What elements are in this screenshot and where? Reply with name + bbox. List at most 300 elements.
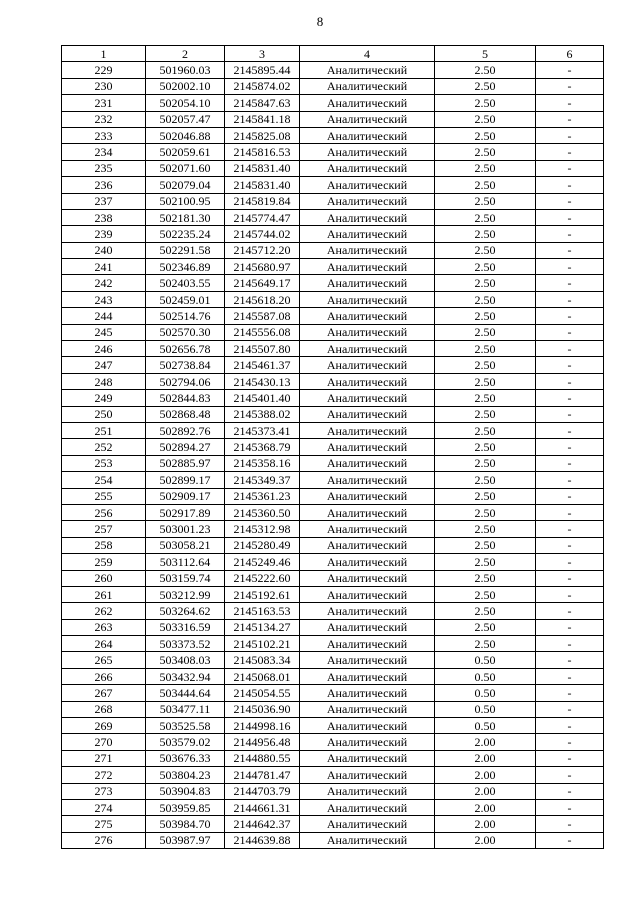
accuracy-cell: 2.50: [435, 226, 536, 242]
notes-cell: -: [536, 636, 604, 652]
accuracy-cell: 2.50: [435, 308, 536, 324]
method-cell: Аналитический: [300, 668, 435, 684]
point-number-cell: 265: [62, 652, 146, 668]
point-number-cell: 264: [62, 636, 146, 652]
accuracy-cell: 2.00: [435, 816, 536, 832]
method-cell: Аналитический: [300, 504, 435, 520]
accuracy-cell: 2.50: [435, 554, 536, 570]
point-number-cell: 242: [62, 275, 146, 291]
table-row: [62, 488, 604, 504]
point-number-cell: 232: [62, 111, 146, 127]
point-number-cell: 229: [62, 62, 146, 78]
accuracy-cell: 2.50: [435, 62, 536, 78]
table-row: [62, 603, 604, 619]
method-cell: Аналитический: [300, 832, 435, 848]
y-coordinate-cell: 2145360.50: [225, 504, 300, 520]
column-header-3: 3: [225, 46, 300, 62]
y-coordinate-cell: 2145280.49: [225, 537, 300, 553]
method-cell: Аналитический: [300, 324, 435, 340]
x-coordinate-cell: 502046.88: [146, 127, 225, 143]
accuracy-cell: 0.50: [435, 701, 536, 717]
point-number-cell: 257: [62, 521, 146, 537]
point-number-cell: 255: [62, 488, 146, 504]
notes-cell: -: [536, 799, 604, 815]
table-row: [62, 439, 604, 455]
y-coordinate-cell: 2145134.27: [225, 619, 300, 635]
accuracy-cell: 2.50: [435, 78, 536, 94]
coordinates-table: [61, 45, 604, 849]
method-cell: Аналитический: [300, 160, 435, 176]
notes-cell: -: [536, 455, 604, 471]
x-coordinate-cell: 503984.70: [146, 816, 225, 832]
notes-cell: -: [536, 586, 604, 602]
notes-cell: -: [536, 209, 604, 225]
notes-cell: -: [536, 357, 604, 373]
y-coordinate-cell: 2145649.17: [225, 275, 300, 291]
table-row: [62, 373, 604, 389]
point-number-cell: 243: [62, 291, 146, 307]
y-coordinate-cell: 2145430.13: [225, 373, 300, 389]
method-cell: Аналитический: [300, 259, 435, 275]
table-row: [62, 750, 604, 766]
notes-cell: -: [536, 177, 604, 193]
x-coordinate-cell: 503432.94: [146, 668, 225, 684]
y-coordinate-cell: 2145083.34: [225, 652, 300, 668]
y-coordinate-cell: 2144703.79: [225, 783, 300, 799]
x-coordinate-cell: 502514.76: [146, 308, 225, 324]
point-number-cell: 250: [62, 406, 146, 422]
y-coordinate-cell: 2145744.02: [225, 226, 300, 242]
notes-cell: -: [536, 504, 604, 520]
point-number-cell: 245: [62, 324, 146, 340]
x-coordinate-cell: 503444.64: [146, 685, 225, 701]
y-coordinate-cell: 2144956.48: [225, 734, 300, 750]
point-number-cell: 249: [62, 390, 146, 406]
accuracy-cell: 2.50: [435, 242, 536, 258]
table-row: [62, 816, 604, 832]
table-row: [62, 586, 604, 602]
method-cell: Аналитический: [300, 144, 435, 160]
table-row: [62, 177, 604, 193]
point-number-cell: 258: [62, 537, 146, 553]
y-coordinate-cell: 2145312.98: [225, 521, 300, 537]
x-coordinate-cell: 502656.78: [146, 341, 225, 357]
method-cell: Аналитический: [300, 455, 435, 471]
method-cell: Аналитический: [300, 767, 435, 783]
notes-cell: -: [536, 193, 604, 209]
method-cell: Аналитический: [300, 78, 435, 94]
table-row: [62, 685, 604, 701]
point-number-cell: 246: [62, 341, 146, 357]
accuracy-cell: 2.50: [435, 275, 536, 291]
accuracy-cell: 2.50: [435, 439, 536, 455]
method-cell: Аналитический: [300, 636, 435, 652]
table-row: [62, 160, 604, 176]
point-number-cell: 268: [62, 701, 146, 717]
notes-cell: -: [536, 668, 604, 684]
notes-cell: -: [536, 488, 604, 504]
accuracy-cell: 0.50: [435, 685, 536, 701]
notes-cell: -: [536, 603, 604, 619]
table-row: [62, 144, 604, 160]
point-number-cell: 273: [62, 783, 146, 799]
table-body: [62, 62, 604, 849]
method-cell: Аналитический: [300, 734, 435, 750]
point-number-cell: 234: [62, 144, 146, 160]
x-coordinate-cell: 502054.10: [146, 95, 225, 111]
y-coordinate-cell: 2145874.02: [225, 78, 300, 94]
method-cell: Аналитический: [300, 242, 435, 258]
header-row: [62, 46, 604, 62]
notes-cell: -: [536, 537, 604, 553]
method-cell: Аналитический: [300, 554, 435, 570]
x-coordinate-cell: 503525.58: [146, 718, 225, 734]
point-number-cell: 275: [62, 816, 146, 832]
point-number-cell: 230: [62, 78, 146, 94]
accuracy-cell: 2.50: [435, 160, 536, 176]
method-cell: Аналитический: [300, 472, 435, 488]
method-cell: Аналитический: [300, 422, 435, 438]
accuracy-cell: 2.50: [435, 177, 536, 193]
method-cell: Аналитический: [300, 750, 435, 766]
accuracy-cell: 2.50: [435, 373, 536, 389]
point-number-cell: 270: [62, 734, 146, 750]
point-number-cell: 269: [62, 718, 146, 734]
accuracy-cell: 2.50: [435, 259, 536, 275]
method-cell: Аналитический: [300, 439, 435, 455]
y-coordinate-cell: 2145222.60: [225, 570, 300, 586]
table-row: [62, 259, 604, 275]
point-number-cell: 241: [62, 259, 146, 275]
point-number-cell: 237: [62, 193, 146, 209]
y-coordinate-cell: 2145556.08: [225, 324, 300, 340]
method-cell: Аналитический: [300, 586, 435, 602]
x-coordinate-cell: 501960.03: [146, 62, 225, 78]
column-header-2: 2: [146, 46, 225, 62]
table-row: [62, 832, 604, 848]
method-cell: Аналитический: [300, 521, 435, 537]
method-cell: Аналитический: [300, 62, 435, 78]
x-coordinate-cell: 503579.02: [146, 734, 225, 750]
point-number-cell: 262: [62, 603, 146, 619]
table-row: [62, 652, 604, 668]
accuracy-cell: 2.50: [435, 324, 536, 340]
y-coordinate-cell: 2145388.02: [225, 406, 300, 422]
x-coordinate-cell: 502181.30: [146, 209, 225, 225]
x-coordinate-cell: 502459.01: [146, 291, 225, 307]
accuracy-cell: 2.50: [435, 488, 536, 504]
x-coordinate-cell: 503212.99: [146, 586, 225, 602]
x-coordinate-cell: 502885.97: [146, 455, 225, 471]
table-row: [62, 291, 604, 307]
y-coordinate-cell: 2145401.40: [225, 390, 300, 406]
table-row: [62, 308, 604, 324]
x-coordinate-cell: 503477.11: [146, 701, 225, 717]
point-number-cell: 244: [62, 308, 146, 324]
y-coordinate-cell: 2145712.20: [225, 242, 300, 258]
accuracy-cell: 2.50: [435, 472, 536, 488]
y-coordinate-cell: 2145507.80: [225, 341, 300, 357]
point-number-cell: 235: [62, 160, 146, 176]
x-coordinate-cell: 503804.23: [146, 767, 225, 783]
x-coordinate-cell: 503373.52: [146, 636, 225, 652]
method-cell: Аналитический: [300, 570, 435, 586]
table-row: [62, 209, 604, 225]
point-number-cell: 253: [62, 455, 146, 471]
notes-cell: -: [536, 422, 604, 438]
x-coordinate-cell: 502868.48: [146, 406, 225, 422]
y-coordinate-cell: 2145036.90: [225, 701, 300, 717]
notes-cell: -: [536, 472, 604, 488]
y-coordinate-cell: 2145587.08: [225, 308, 300, 324]
notes-cell: -: [536, 259, 604, 275]
point-number-cell: 240: [62, 242, 146, 258]
x-coordinate-cell: 503408.03: [146, 652, 225, 668]
x-coordinate-cell: 502403.55: [146, 275, 225, 291]
x-coordinate-cell: 502892.76: [146, 422, 225, 438]
x-coordinate-cell: 503112.64: [146, 554, 225, 570]
notes-cell: -: [536, 95, 604, 111]
accuracy-cell: 2.50: [435, 127, 536, 143]
table-row: [62, 406, 604, 422]
notes-cell: -: [536, 390, 604, 406]
accuracy-cell: 2.50: [435, 144, 536, 160]
method-cell: Аналитический: [300, 193, 435, 209]
method-cell: Аналитический: [300, 209, 435, 225]
notes-cell: -: [536, 275, 604, 291]
column-header-1: 1: [62, 46, 146, 62]
notes-cell: -: [536, 554, 604, 570]
x-coordinate-cell: 502899.17: [146, 472, 225, 488]
table-row: [62, 718, 604, 734]
notes-cell: -: [536, 439, 604, 455]
method-cell: Аналитический: [300, 488, 435, 504]
accuracy-cell: 2.50: [435, 521, 536, 537]
accuracy-cell: 2.50: [435, 406, 536, 422]
point-number-cell: 261: [62, 586, 146, 602]
column-header-6: 6: [536, 46, 604, 62]
accuracy-cell: 2.50: [435, 341, 536, 357]
accuracy-cell: 2.00: [435, 750, 536, 766]
accuracy-cell: 2.50: [435, 603, 536, 619]
x-coordinate-cell: 503987.97: [146, 832, 225, 848]
point-number-cell: 238: [62, 209, 146, 225]
x-coordinate-cell: 503264.62: [146, 603, 225, 619]
x-coordinate-cell: 502894.27: [146, 439, 225, 455]
method-cell: Аналитический: [300, 783, 435, 799]
point-number-cell: 272: [62, 767, 146, 783]
x-coordinate-cell: 503904.83: [146, 783, 225, 799]
y-coordinate-cell: 2145249.46: [225, 554, 300, 570]
accuracy-cell: 2.00: [435, 832, 536, 848]
x-coordinate-cell: 502794.06: [146, 373, 225, 389]
y-coordinate-cell: 2145680.97: [225, 259, 300, 275]
y-coordinate-cell: 2145163.53: [225, 603, 300, 619]
accuracy-cell: 2.50: [435, 619, 536, 635]
y-coordinate-cell: 2144880.55: [225, 750, 300, 766]
notes-cell: -: [536, 832, 604, 848]
table-row: [62, 799, 604, 815]
point-number-cell: 251: [62, 422, 146, 438]
method-cell: Аналитический: [300, 341, 435, 357]
method-cell: Аналитический: [300, 799, 435, 815]
notes-cell: -: [536, 750, 604, 766]
table-row: [62, 619, 604, 635]
method-cell: Аналитический: [300, 373, 435, 389]
point-number-cell: 271: [62, 750, 146, 766]
x-coordinate-cell: 503959.85: [146, 799, 225, 815]
point-number-cell: 252: [62, 439, 146, 455]
accuracy-cell: 2.50: [435, 636, 536, 652]
x-coordinate-cell: 503316.59: [146, 619, 225, 635]
method-cell: Аналитический: [300, 701, 435, 717]
y-coordinate-cell: 2145816.53: [225, 144, 300, 160]
table-row: [62, 701, 604, 717]
x-coordinate-cell: 503676.33: [146, 750, 225, 766]
point-number-cell: 254: [62, 472, 146, 488]
y-coordinate-cell: 2145825.08: [225, 127, 300, 143]
y-coordinate-cell: 2145461.37: [225, 357, 300, 373]
accuracy-cell: 2.00: [435, 767, 536, 783]
accuracy-cell: 2.50: [435, 537, 536, 553]
x-coordinate-cell: 502235.24: [146, 226, 225, 242]
method-cell: Аналитический: [300, 390, 435, 406]
method-cell: Аналитический: [300, 603, 435, 619]
notes-cell: -: [536, 291, 604, 307]
method-cell: Аналитический: [300, 619, 435, 635]
x-coordinate-cell: 502291.58: [146, 242, 225, 258]
y-coordinate-cell: 2144781.47: [225, 767, 300, 783]
table-row: [62, 111, 604, 127]
accuracy-cell: 2.50: [435, 586, 536, 602]
y-coordinate-cell: 2145054.55: [225, 685, 300, 701]
method-cell: Аналитический: [300, 291, 435, 307]
point-number-cell: 276: [62, 832, 146, 848]
x-coordinate-cell: 502346.89: [146, 259, 225, 275]
table-row: [62, 357, 604, 373]
table-row: [62, 422, 604, 438]
x-coordinate-cell: 502917.89: [146, 504, 225, 520]
y-coordinate-cell: 2145895.44: [225, 62, 300, 78]
method-cell: Аналитический: [300, 718, 435, 734]
y-coordinate-cell: 2145819.84: [225, 193, 300, 209]
point-number-cell: 267: [62, 685, 146, 701]
table-row: [62, 504, 604, 520]
method-cell: Аналитический: [300, 226, 435, 242]
table-row: [62, 767, 604, 783]
notes-cell: -: [536, 308, 604, 324]
y-coordinate-cell: 2145192.61: [225, 586, 300, 602]
x-coordinate-cell: 503058.21: [146, 537, 225, 553]
notes-cell: -: [536, 341, 604, 357]
accuracy-cell: 2.50: [435, 291, 536, 307]
notes-cell: -: [536, 685, 604, 701]
method-cell: Аналитический: [300, 537, 435, 553]
notes-cell: -: [536, 816, 604, 832]
table-row: [62, 554, 604, 570]
table-row: [62, 127, 604, 143]
column-header-5: 5: [435, 46, 536, 62]
notes-cell: -: [536, 619, 604, 635]
table-row: [62, 734, 604, 750]
x-coordinate-cell: 502570.30: [146, 324, 225, 340]
accuracy-cell: 2.50: [435, 504, 536, 520]
notes-cell: -: [536, 406, 604, 422]
notes-cell: -: [536, 242, 604, 258]
y-coordinate-cell: 2145831.40: [225, 177, 300, 193]
point-number-cell: 274: [62, 799, 146, 815]
point-number-cell: 263: [62, 619, 146, 635]
y-coordinate-cell: 2145358.16: [225, 455, 300, 471]
method-cell: Аналитический: [300, 111, 435, 127]
method-cell: Аналитический: [300, 357, 435, 373]
x-coordinate-cell: 502059.61: [146, 144, 225, 160]
accuracy-cell: 0.50: [435, 652, 536, 668]
table-row: [62, 341, 604, 357]
x-coordinate-cell: 502071.60: [146, 160, 225, 176]
notes-cell: -: [536, 226, 604, 242]
table-row: [62, 78, 604, 94]
y-coordinate-cell: 2144642.37: [225, 816, 300, 832]
point-number-cell: 266: [62, 668, 146, 684]
method-cell: Аналитический: [300, 406, 435, 422]
accuracy-cell: 2.50: [435, 357, 536, 373]
accuracy-cell: 2.50: [435, 193, 536, 209]
point-number-cell: 256: [62, 504, 146, 520]
notes-cell: -: [536, 160, 604, 176]
x-coordinate-cell: 503159.74: [146, 570, 225, 586]
x-coordinate-cell: 502844.83: [146, 390, 225, 406]
y-coordinate-cell: 2145841.18: [225, 111, 300, 127]
y-coordinate-cell: 2144998.16: [225, 718, 300, 734]
table-row: [62, 62, 604, 78]
y-coordinate-cell: 2145361.23: [225, 488, 300, 504]
point-number-cell: 233: [62, 127, 146, 143]
point-number-cell: 231: [62, 95, 146, 111]
table-row: [62, 242, 604, 258]
x-coordinate-cell: 503001.23: [146, 521, 225, 537]
table-row: [62, 226, 604, 242]
page-number: 8: [316, 14, 324, 29]
notes-cell: -: [536, 111, 604, 127]
x-coordinate-cell: 502057.47: [146, 111, 225, 127]
column-header-4: 4: [300, 46, 435, 62]
point-number-cell: 259: [62, 554, 146, 570]
method-cell: Аналитический: [300, 816, 435, 832]
y-coordinate-cell: 2144661.31: [225, 799, 300, 815]
accuracy-cell: 0.50: [435, 718, 536, 734]
table-row: [62, 324, 604, 340]
x-coordinate-cell: 502738.84: [146, 357, 225, 373]
table-row: [62, 537, 604, 553]
accuracy-cell: 2.50: [435, 111, 536, 127]
table-row: [62, 521, 604, 537]
point-number-cell: 248: [62, 373, 146, 389]
notes-cell: -: [536, 373, 604, 389]
accuracy-cell: 2.50: [435, 209, 536, 225]
notes-cell: -: [536, 78, 604, 94]
table-header: [62, 46, 604, 62]
table-row: [62, 95, 604, 111]
y-coordinate-cell: 2145618.20: [225, 291, 300, 307]
accuracy-cell: 2.50: [435, 570, 536, 586]
accuracy-cell: 0.50: [435, 668, 536, 684]
y-coordinate-cell: 2145368.79: [225, 439, 300, 455]
method-cell: Аналитический: [300, 685, 435, 701]
notes-cell: -: [536, 144, 604, 160]
notes-cell: -: [536, 734, 604, 750]
notes-cell: -: [536, 767, 604, 783]
